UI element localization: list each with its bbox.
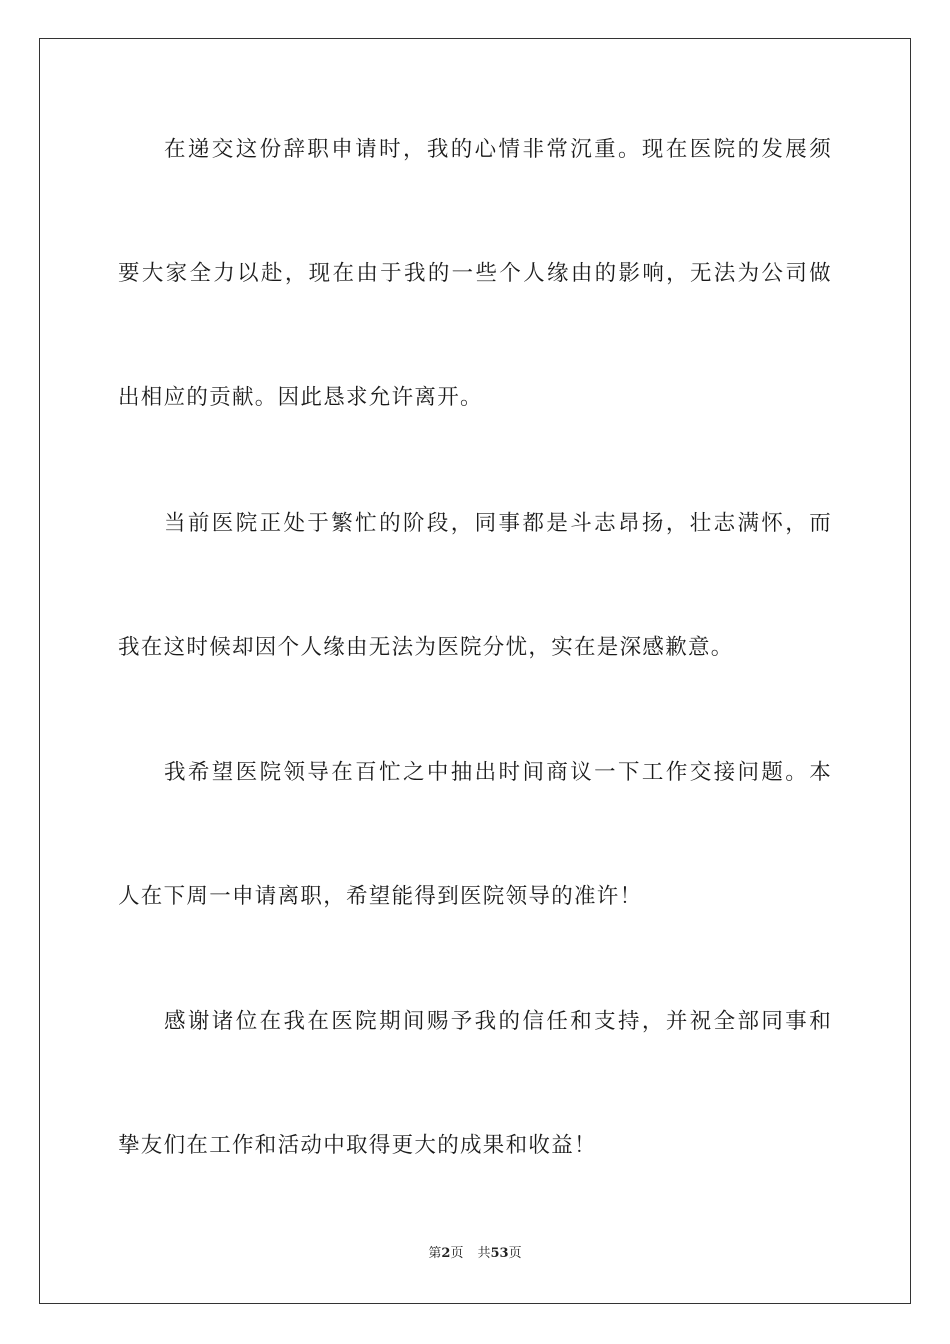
paragraph-3-line-1: 我希望医院领导在百忙之中抽出时间商议一下工作交接问题。本 bbox=[164, 760, 832, 785]
page-number: 2 bbox=[441, 1246, 451, 1261]
paragraph-1-line-1: 在递交这份辞职申请时，我的心情非常沉重。现在医院的发展须 bbox=[164, 137, 832, 162]
total-prefix: 共 bbox=[477, 1246, 491, 1261]
paragraph-4-line-1: 感谢诸位在我在医院期间赐予我的信任和支持，并祝全部同事和 bbox=[164, 1009, 832, 1034]
paragraph-4-line-2: 挚友们在工作和活动中取得更大的成果和收益！ bbox=[118, 1133, 597, 1158]
total-pages: 53 bbox=[490, 1246, 509, 1261]
page-prefix: 第 bbox=[428, 1246, 442, 1261]
paragraph-2-line-1: 当前医院正处于繁忙的阶段，同事都是斗志昂扬，壮志满怀，而 bbox=[164, 511, 832, 536]
page-border bbox=[39, 38, 911, 1304]
page-footer bbox=[0, 1245, 950, 1263]
page-suffix: 页 bbox=[450, 1246, 464, 1261]
total-suffix: 页 bbox=[508, 1246, 522, 1261]
paragraph-3-line-2: 人在下周一申请离职，希望能得到医院领导的准许！ bbox=[118, 884, 643, 909]
paragraph-2-line-2: 我在这时候却因个人缘由无法为医院分忧，实在是深感歉意。 bbox=[118, 635, 734, 660]
paragraph-1-line-2: 要大家全力以赴，现在由于我的一些个人缘由的影响，无法为公司做 bbox=[118, 261, 832, 286]
paragraph-1-line-3: 出相应的贡献。因此恳求允许离开。 bbox=[118, 385, 483, 410]
